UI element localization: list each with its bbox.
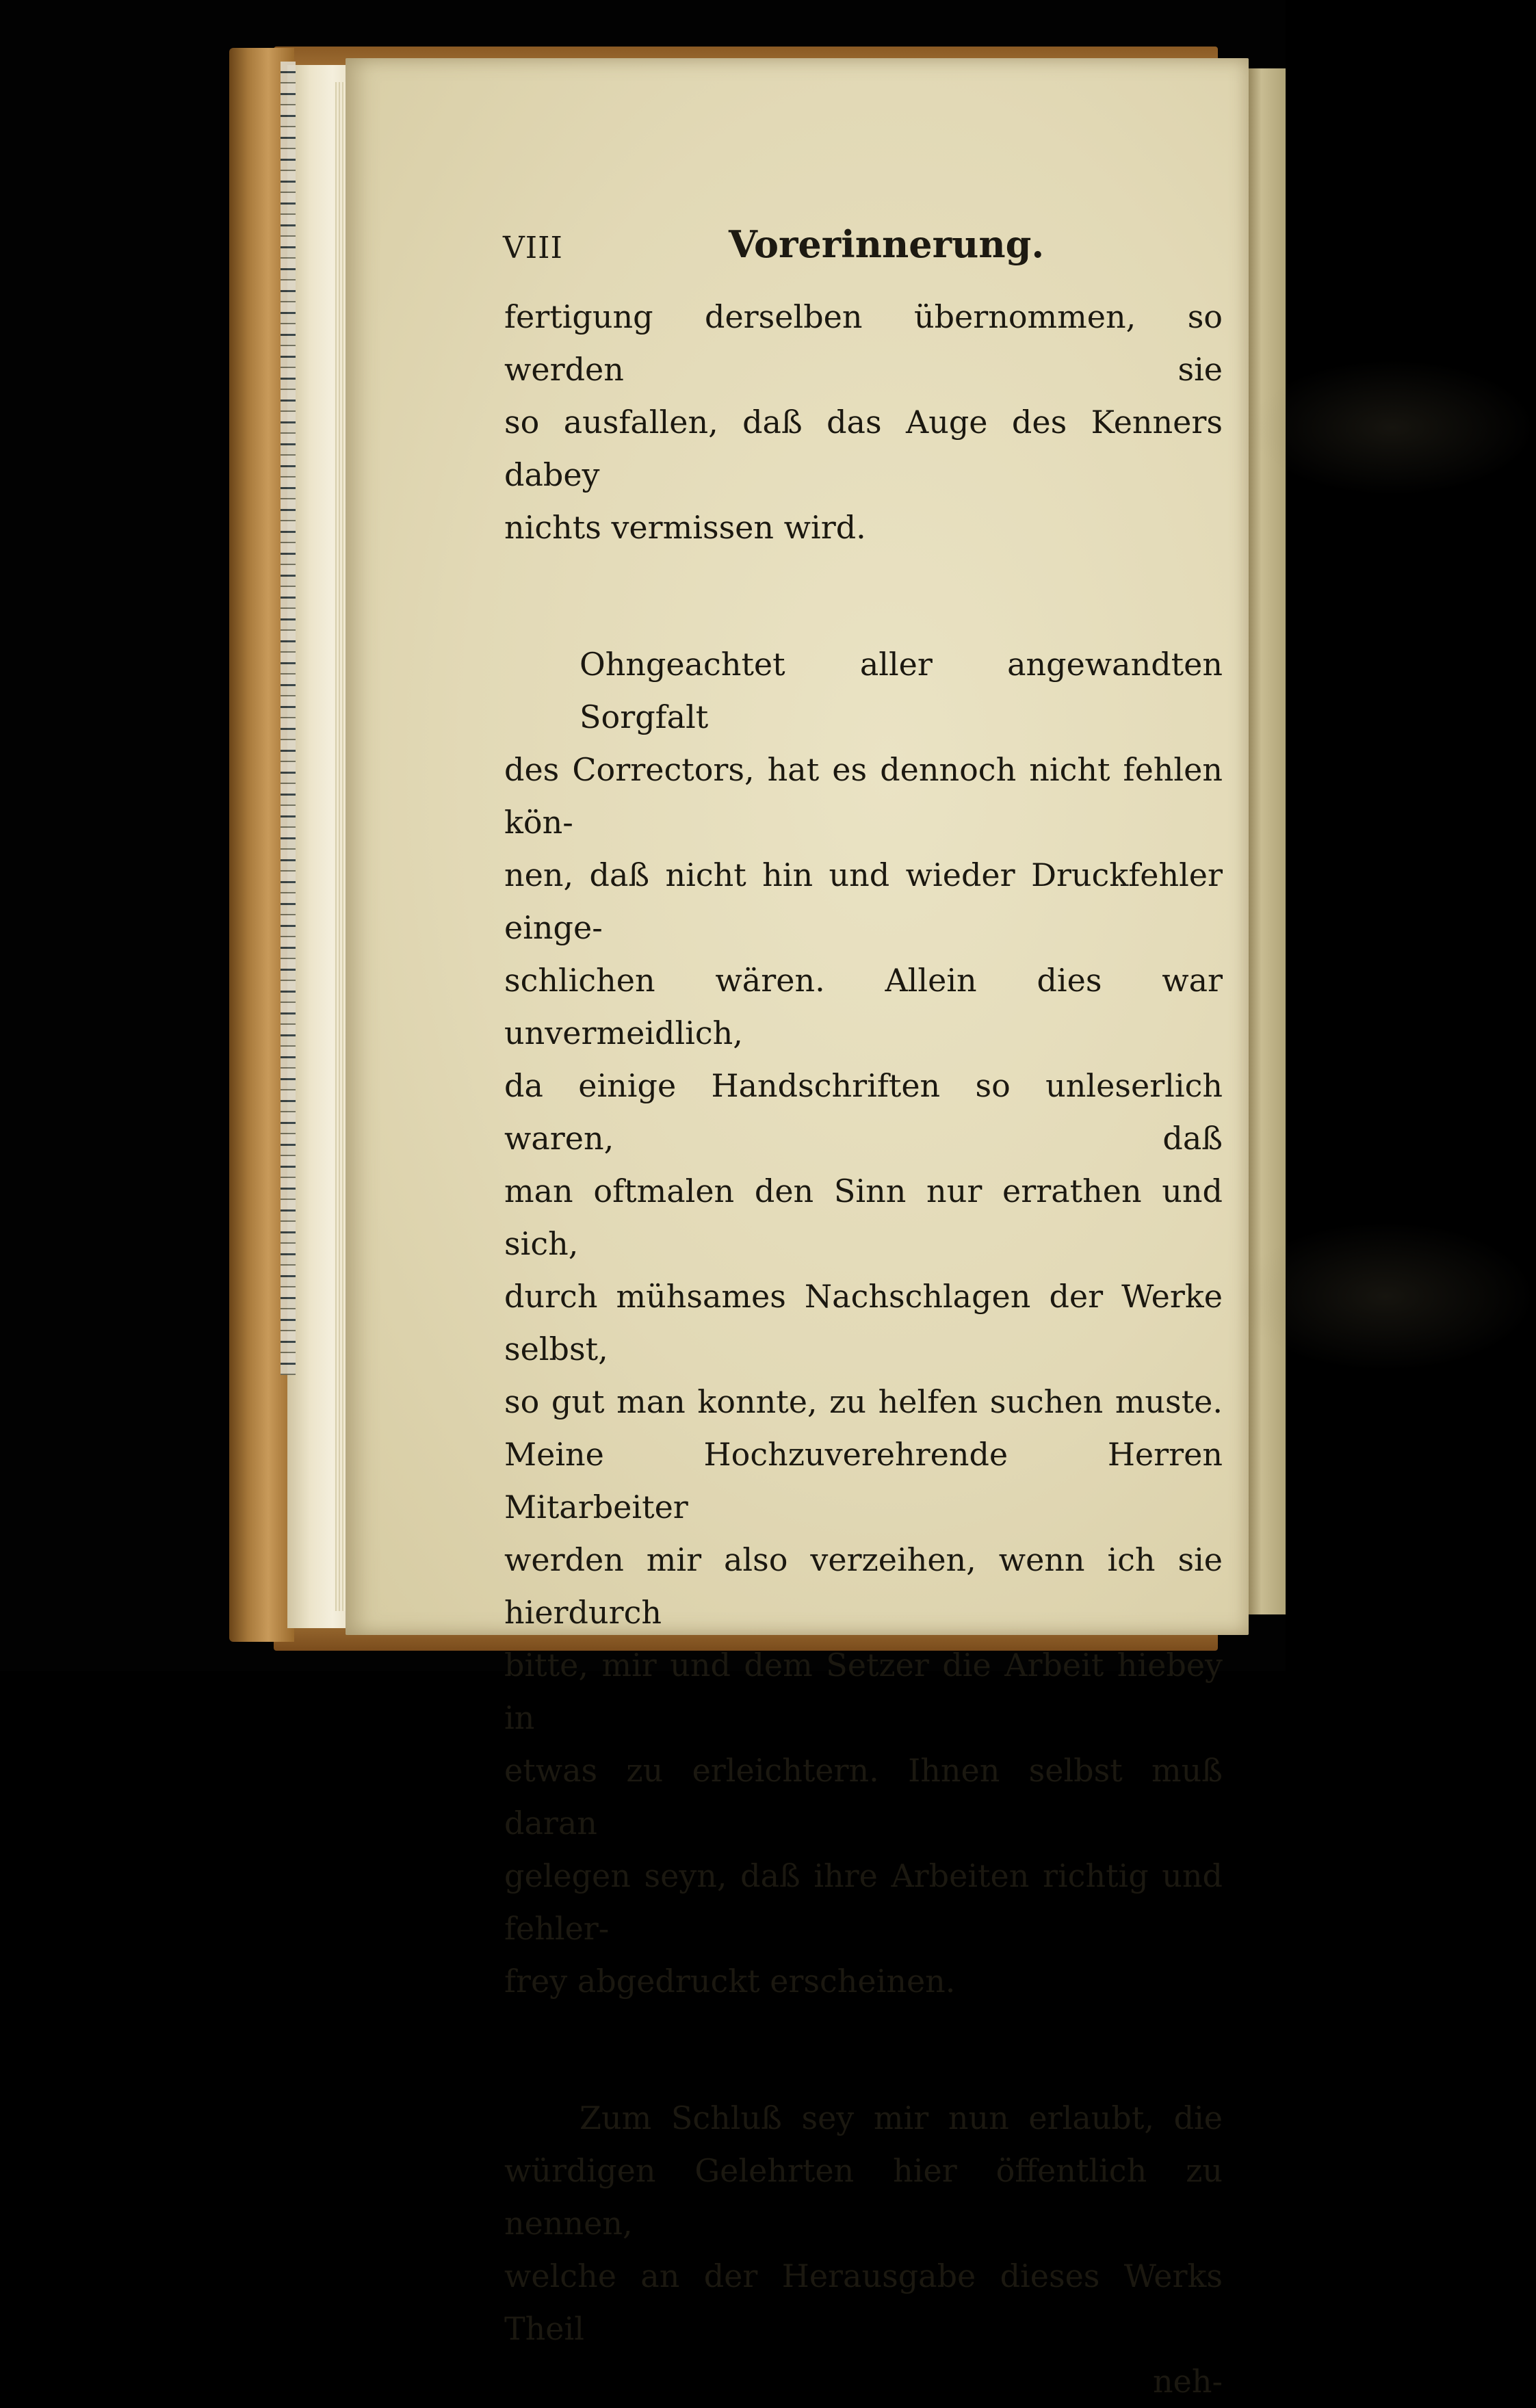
- text-line: würdigen Gelehrten hier öffentlich zu nennen,: [504, 2152, 1223, 2242]
- paragraph-gap: [504, 554, 1223, 638]
- page-header: [503, 222, 1228, 284]
- text-line: des Correctors, hat es dennoch nicht fehlen kön-: [504, 751, 1223, 841]
- text-line: durch mühsames Nachschlagen der Werke selbst,: [504, 1278, 1223, 1367]
- text-line: bitte, mir und dem Setzer die Arbeit hiebey in: [504, 1647, 1223, 1736]
- text-line: so ausfallen, daß das Auge des Kenners dabey: [504, 404, 1223, 493]
- paragraph-gap: [504, 2008, 1223, 2092]
- text-line: fertigung derselben übernommen, so werden sie: [504, 298, 1223, 388]
- body-text: [504, 291, 1223, 2408]
- paragraph: [504, 638, 1223, 2008]
- text-line: man oftmalen den Sinn nur errathen und sich,: [504, 1173, 1223, 1262]
- running-head: Vorerinnerung.: [729, 222, 1045, 266]
- text-line: schlichen wären. Allein dies war unvermeidlich,: [504, 962, 1223, 1051]
- facing-page-edge: [1245, 68, 1286, 1614]
- text-line: nichts vermissen wird.: [504, 509, 866, 546]
- text-line: nen, daß nicht hin und wieder Druckfehler einge-: [504, 856, 1223, 946]
- show-through-stain: [1249, 359, 1536, 496]
- paragraph: [504, 2092, 1223, 2355]
- show-through-stain: [1235, 1221, 1536, 1372]
- text-line: Zum Schluß sey mir nun erlaubt, die: [580, 2099, 1223, 2136]
- catchword: neh-: [1152, 2363, 1223, 2400]
- text-line: gelegen seyn, daß ihre Arbeiten richtig und fehler-: [504, 1857, 1223, 1947]
- book-page: [346, 58, 1249, 2400]
- text-line: frey abgedruckt erscheinen.: [504, 1963, 956, 2000]
- paragraph: [504, 291, 1223, 554]
- text-line: Ohngeachtet aller angewandten Sorgfalt: [580, 646, 1223, 735]
- text-line: da einige Handschriften so unleserlich waren, daß: [504, 1067, 1223, 1157]
- text-line: welche an der Herausgabe dieses Werks Theil: [504, 2258, 1223, 2347]
- page-number: VIII: [503, 231, 563, 265]
- text-line: Meine Hochzuverehrende Herren Mitarbeiter: [504, 1436, 1223, 1526]
- text-line: werden mir also verzeihen, wenn ich sie hierdurch: [504, 1541, 1223, 1631]
- text-line: so gut man konnte, zu helfen suchen muste.: [504, 1383, 1223, 1420]
- marbled-endpaper: [281, 62, 296, 1375]
- text-line: etwas zu erleichtern. Ihnen selbst muß daran: [504, 1752, 1223, 1842]
